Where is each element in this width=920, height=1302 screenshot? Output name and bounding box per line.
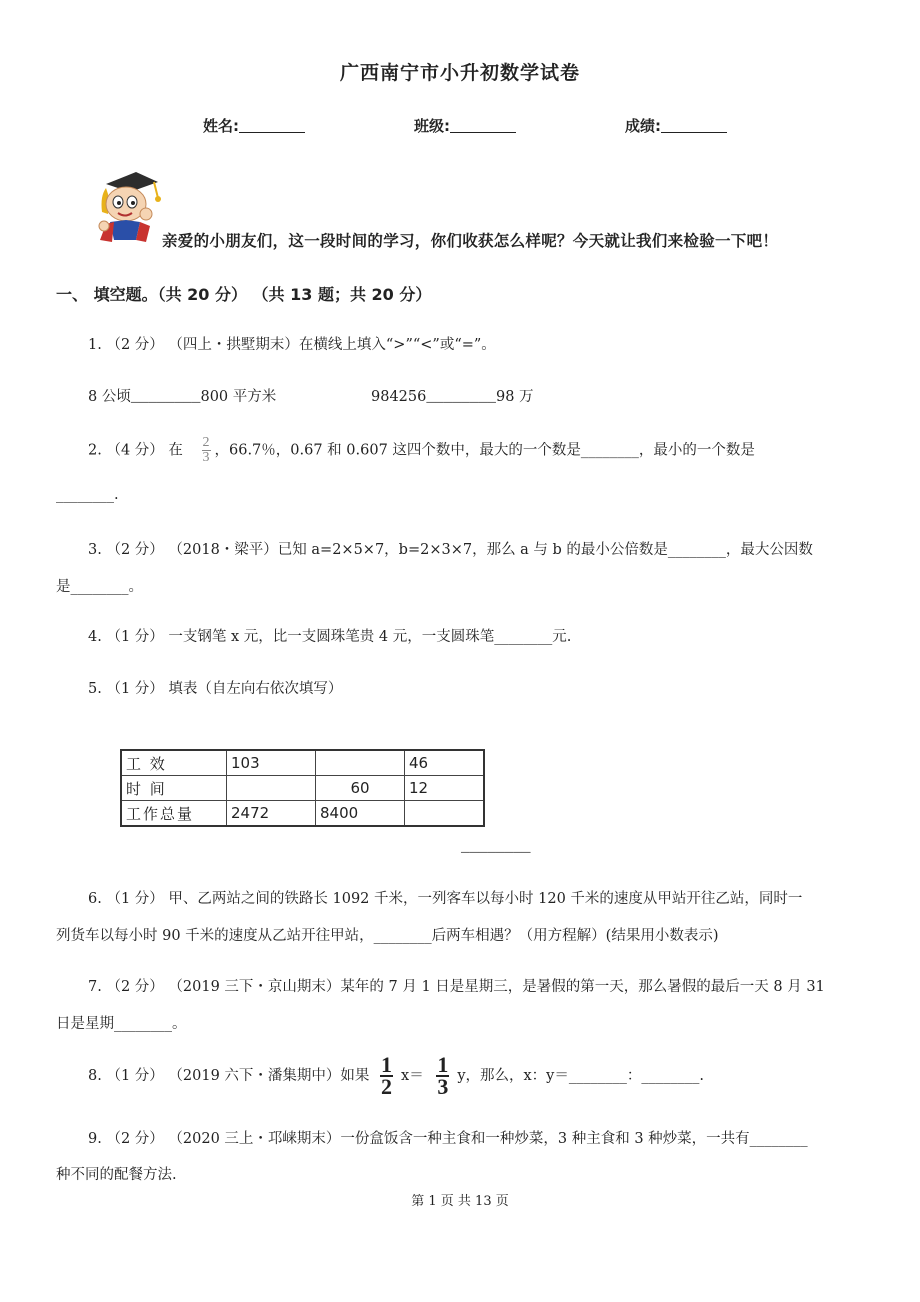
table-cell: 103	[227, 750, 316, 776]
question-2-line1	[88, 436, 755, 465]
question-2-line2: ________.	[56, 487, 119, 503]
q1-left-b: 800 平方米	[200, 389, 277, 405]
table-cell: 8400	[316, 801, 405, 827]
question-1-right	[371, 385, 534, 406]
question-9-line2: 种不同的配餐方法.	[56, 1167, 177, 1183]
question-7-line2: 日是星期________。	[56, 1016, 187, 1032]
name-label: 姓名:	[203, 117, 239, 135]
q8-f2-numerator: 1	[437, 1052, 449, 1077]
table-header-cell: 工作总量	[121, 801, 227, 827]
class-field	[414, 115, 516, 136]
q8-f1-denominator: 2	[381, 1074, 393, 1099]
question-1-left	[88, 385, 276, 406]
q8-mid: x＝	[401, 1068, 424, 1084]
q8-fraction-1	[380, 1052, 393, 1099]
work-table	[120, 749, 485, 827]
class-blank[interactable]	[450, 118, 516, 133]
question-1-stem: 1. （2 分） （四上・拱墅期末）在横线上填入“>”“<”或“=”。	[88, 337, 496, 353]
table-row	[121, 750, 484, 776]
greeting-text: 亲爱的小朋友们，这一段时间的学习，你们收获怎么样呢？今天就让我们来检验一下吧！	[162, 232, 779, 250]
page-title: 广西南宁市小升初数学试卷	[339, 62, 580, 84]
table-cell: 2472	[227, 801, 316, 827]
question-6-line1: 6. （1 分） 甲、乙两站之间的铁路长 1092 千米，一列客车以每小时 120 千米的速度从甲站开往乙站，同时一	[88, 891, 803, 907]
q2-rest: ，66.7％，0.67 和 0.607 这四个数中，最大的一个数是________，最小的一个数是	[214, 442, 755, 459]
question-5-line1: 5. （1 分） 填表（自左向右依次填写）	[88, 681, 343, 697]
mascot-doctor-icon	[92, 168, 168, 244]
page-footer: 第 1 页 共 13 页	[411, 1194, 509, 1209]
table-cell: 46	[405, 750, 485, 776]
question-8-line1	[88, 1052, 704, 1099]
table-cell	[405, 801, 485, 827]
question-4-line1: 4. （1 分） 一支钢笔 x 元，比一支圆珠笔贵 4 元，一支圆珠笔________元.	[88, 629, 572, 645]
question-3-line1: 3. （2 分） （2018・梁平）已知 a=2×5×7，b=2×3×7，那么 a 与 b 的最小公倍数是________，最大公因数	[88, 542, 813, 558]
q2-frac-denominator: 3	[202, 450, 210, 465]
question-9-line1: 9. （2 分） （2020 三上・邛崃期末）一份盒饭含一种主食和一种炒菜，3 种主食和 3 种炒菜，一共有________	[88, 1131, 808, 1147]
q8-f1-numerator: 1	[381, 1052, 393, 1077]
score-field	[625, 115, 727, 136]
class-label: 班级:	[414, 117, 450, 135]
question-3-line2: 是________。	[56, 579, 143, 595]
q8-fraction-2	[436, 1052, 449, 1099]
table-cell	[227, 776, 316, 801]
name-blank[interactable]	[239, 118, 305, 133]
table-header-cell: 工 效	[121, 750, 227, 776]
question-6-line2: 列货车以每小时 90 千米的速度从乙站开往甲站，________后两车相遇？（用方程解）(结果用小数表示)	[56, 928, 719, 944]
q1-right-b: 98 万	[495, 389, 534, 405]
q1-blank-left[interactable]: ________	[130, 390, 201, 406]
q5-answer-blank[interactable]: ________	[461, 840, 531, 856]
q2-fraction	[202, 436, 211, 465]
table-row	[121, 801, 484, 827]
q2-frac-numerator: 2	[202, 435, 210, 450]
table-cell: 60	[316, 776, 405, 801]
q1-right-a: 984256	[371, 389, 427, 405]
table-cell: 12	[405, 776, 485, 801]
question-7-line1: 7. （2 分） （2019 三下・京山期末）某年的 7 月 1 日是星期三，是暑假的第一天，那么暑假的最后一天 8 月 31	[88, 979, 825, 995]
q8-suffix: y，那么，x：y＝________：________.	[457, 1068, 704, 1084]
q2-number: 2. （4 分） 在	[88, 442, 183, 459]
q8-f2-denominator: 3	[437, 1074, 449, 1099]
score-label: 成绩:	[625, 117, 661, 135]
name-field	[203, 115, 305, 136]
q8-prefix: 8. （1 分） （2019 六下・潘集期中）如果	[88, 1068, 370, 1084]
q1-blank-right[interactable]: ________	[426, 390, 496, 406]
q1-left-a: 8 公顷	[88, 389, 131, 405]
section-heading: 一、 填空题。（共 20 分） （共 13 题；共 20 分）	[56, 285, 432, 304]
table-header-cell: 时 间	[121, 776, 227, 801]
score-blank[interactable]	[661, 118, 727, 133]
table-cell	[316, 750, 405, 776]
table-row	[121, 776, 484, 801]
